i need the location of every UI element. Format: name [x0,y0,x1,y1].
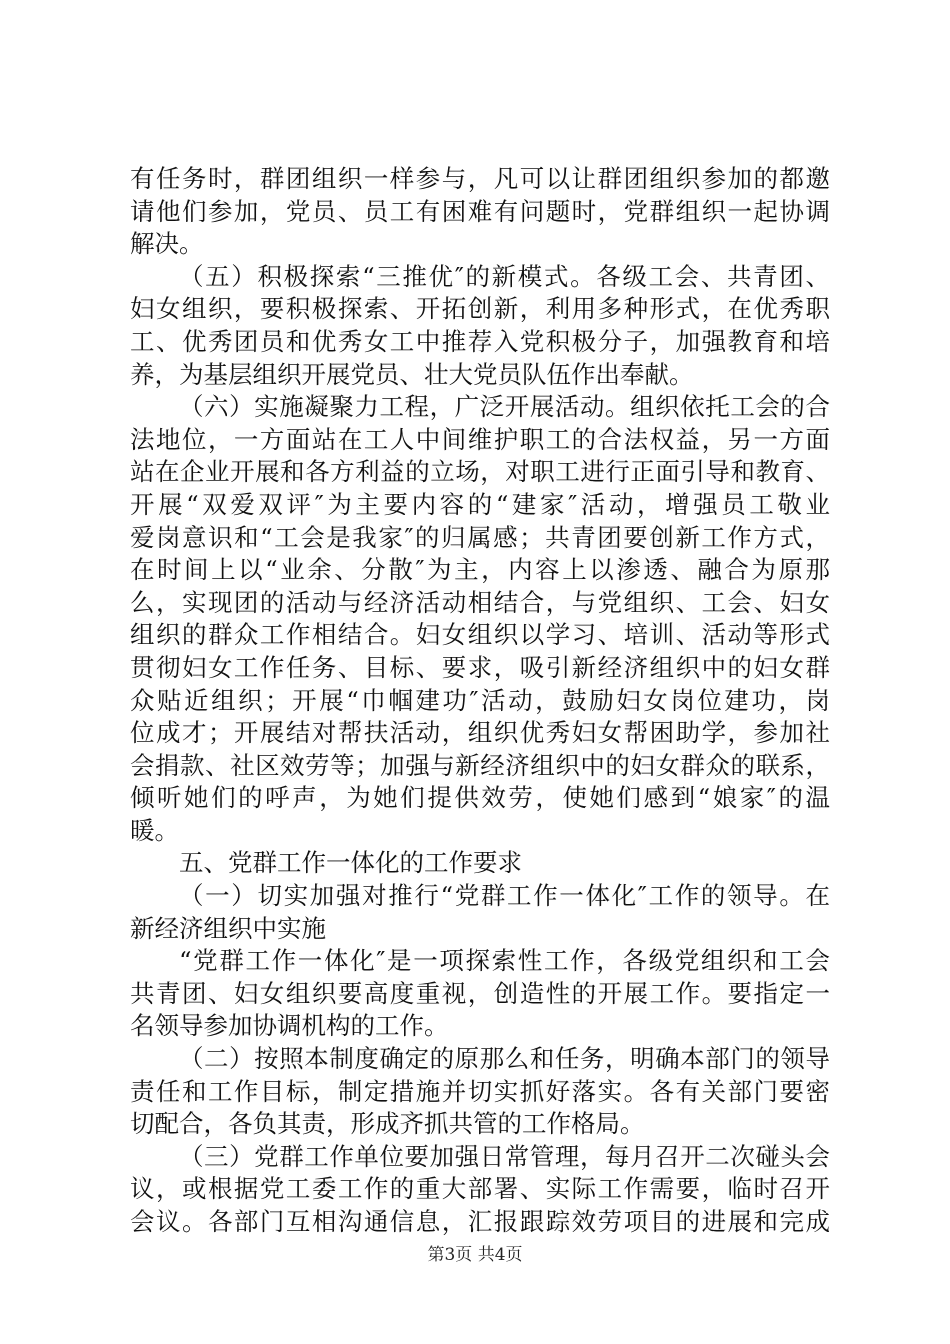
subsection-heading-1: （一）切实加强对推行“党群工作一体化″工作的领导。在 [179,881,830,911]
text-line: 位成才；开展结对帮扶活动，组织优秀妇女帮困助学，参加社 [130,718,830,748]
section-heading-6: （六）实施凝聚力工程，广泛开展活动。组织依托工会的合 [179,392,830,422]
text-line: 议，或根据党工委工作的重大部署、实际工作需要，临时召开 [130,1174,830,1204]
text-line: 养，为基层组织开展党员、壮大党员队伍作出奉献。 [130,359,694,389]
document-body [130,163,830,1239]
subsection-heading-3: （三）党群工作单位要加强日常管理，每月召开二次碰头会 [179,1141,830,1171]
text-line: 开展“双爱双评″为主要内容的“建家″活动，增强员工敬业 [130,489,830,519]
text-line: 众贴近组织；开展“巾帼建功″活动，鼓励妇女岗位建功，岗 [130,685,830,715]
page-number-footer: 第3页 共4页 [427,1245,523,1265]
text-line: 组织的群众工作相结合。妇女组织以学习、培训、活动等形式 [130,620,830,650]
text-line: 名领导参加协调机构的工作。 [130,1011,449,1041]
text-line: 法地位，一方面站在工人中间维护职工的合法权益，另一方面 [130,424,830,454]
text-line: 会捐款、社区效劳等；加强与新经济组织中的妇女群众的联系， [130,750,830,780]
text-line: 请他们参加，党员、员工有困难有问题时，党群组织一起协调 [130,196,830,226]
text-line: 有任务时，群团组织一样参与，凡可以让群团组织参加的都邀 [130,164,830,193]
text-line: 倾听她们的呼声，为她们提供效劳，使她们感到“娘家″的温 [130,783,830,813]
text-line: 妇女组织，要积极探索、开拓创新，利用多种形式，在优秀职 [130,294,830,324]
text-line: 站在企业开展和各方利益的立场，对职工进行正面引导和教育、 [130,457,830,487]
text-line: 在时间上以“业余、分散″为主，内容上以渗透、融合为原那 [130,555,830,585]
text-line: 暖。 [130,815,179,845]
text-line: 会议。各部门互相沟通信息，汇报跟踪效劳项目的进展和完成 [130,1207,830,1236]
subsection-heading-2: （二）按照本制度确定的原那么和任务，明确本部门的领导 [179,1044,830,1074]
text-line: 共青团、妇女组织要高度重视，创造性的开展工作。要指定一 [130,978,830,1008]
text-line: 工、优秀团员和优秀女工中推荐入党积极分子，加强教育和培 [130,326,830,356]
text-line: 切配合，各负其责，形成齐抓共管的工作格局。 [130,1109,645,1139]
text-line: 么，实现团的活动与经济活动相结合，与党组织、工会、妇女 [130,587,830,617]
text-line: 解决。 [130,229,204,259]
text-line: 责任和工作目标，制定措施并切实抓好落实。各有关部门要密 [130,1076,830,1106]
text-line: 贯彻妇女工作任务、目标、要求，吸引新经济组织中的妇女群 [130,652,830,682]
chapter-heading: 五、党群工作一体化的工作要求 [179,848,522,878]
text-line: 爱岗意识和“工会是我家″的归属感；共青团要创新工作方式， [130,522,830,552]
section-heading-5: （五）积极探索“三推优″的新模式。各级工会、共青团、 [179,261,830,291]
text-line: “党群工作一体化″是一项探索性工作，各级党组织和工会 [179,946,830,976]
text-line: 新经济组织中实施 [130,913,326,943]
